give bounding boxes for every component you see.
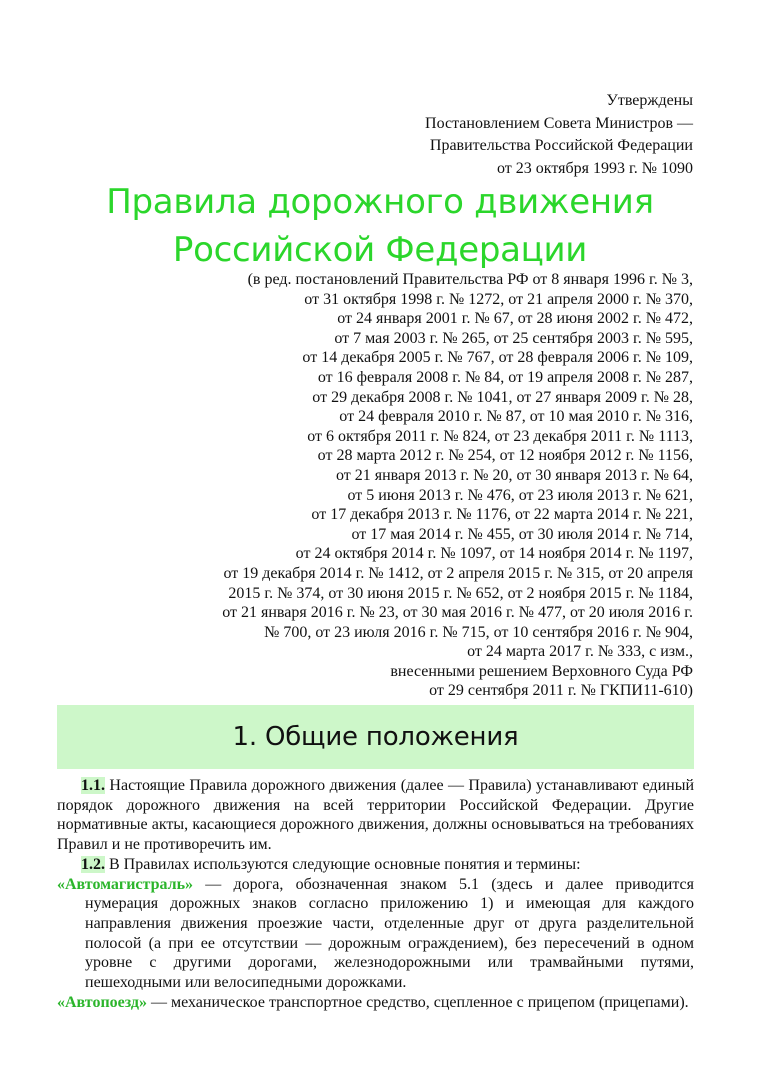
paragraph-1-2 xyxy=(57,855,694,875)
amendment-line: от 24 октября 2014 г. № 1097, от 14 ноября 2014 г. № 1197, xyxy=(295,545,693,563)
amendment-line: от 21 января 2016 г. № 23, от 30 мая 2016 г. № 477, от 20 июля 2016 г. xyxy=(222,604,693,622)
amendment-line: от 7 мая 2003 г. № 265, от 25 сентября 2003 г. № 595, xyxy=(334,329,693,347)
amendment-line: от 31 октября 1998 г. № 1272, от 21 апреля 2000 г. № 370, xyxy=(304,290,693,308)
paragraph-number: 1.1. xyxy=(81,777,105,794)
title-line-1: Правила дорожного движения xyxy=(106,182,654,222)
document-title xyxy=(60,178,700,274)
amendment-line: от 17 мая 2014 г. № 455, от 30 июля 2014 г. № 714, xyxy=(351,525,693,543)
approval-line: Правительства Российской Федерации xyxy=(429,137,693,154)
definition-avtopoezd xyxy=(57,993,694,1013)
paragraph-text: В Правилах используются следующие основные понятия и термины: xyxy=(105,855,581,873)
amendment-line: от 21 января 2013 г. № 20, от 30 января 2013 г. № 64, xyxy=(335,466,693,484)
definition-avtomagistral xyxy=(57,875,694,993)
definition-term: «Автопоезд» xyxy=(57,993,147,1011)
section-heading-band xyxy=(57,705,694,769)
amendment-line: от 16 февраля 2008 г. № 84, от 19 апреля 2008 г. № 287, xyxy=(317,368,693,386)
paragraph-number: 1.2. xyxy=(81,855,105,873)
amendment-line: от 5 июня 2013 г. № 476, от 23 июля 2013 г. № 621, xyxy=(347,486,693,504)
amendment-line: от 14 декабря 2005 г. № 767, от 28 февраля 2006 г. № 109, xyxy=(302,349,693,367)
amendment-line: от 24 марта 2017 г. № 333, с изм., xyxy=(467,643,693,661)
definition-text: — дорога, обозначенная знаком 5.1 (здесь и далее приводится нумерация дорожных знаков согласно приложению 1) и имеющая для каждого направления движения проезжие части, отделенные друг от друга разделительной полосой (а при ее отсутствии — дорожным ограждением), без пересечений в одном уровне с другими дорогами, железнодорожными или трамвайными путями, пешеходными или велосипедными дорожками. xyxy=(85,875,694,992)
approval-note xyxy=(300,90,693,180)
amendment-line: (в ред. постановлений Правительства РФ от 8 января 1996 г. № 3, xyxy=(247,271,693,288)
title-line-2: Российской Федерации xyxy=(172,230,588,270)
amendment-line: от 6 октября 2011 г. № 824, от 23 декабря 2011 г. № 1113, xyxy=(307,427,693,445)
amendment-line: от 24 января 2001 г. № 67, от 28 июня 2002 г. № 472, xyxy=(337,310,693,328)
amendment-line: от 24 февраля 2010 г. № 87, от 10 мая 2010 г. № 316, xyxy=(339,408,693,426)
amendment-line: от 28 марта 2012 г. № 254, от 12 ноября 2012 г. № 1156, xyxy=(317,447,693,465)
definition-text: — механическое транспортное средство, сцепленное с прицепом (прицепами). xyxy=(147,993,689,1011)
paragraph-text: Настоящие Правила дорожного движения (далее — Правила) устанавливают единый порядок дорожного движения на всей территории Российской Федерации. Другие нормативные акты, касающиеся дорожного движения, должны основываться на требованиях Правил и не противоречить им. xyxy=(57,777,694,854)
section-heading: 1. Общие положения xyxy=(232,722,519,752)
amendment-line: № 700, от 23 июля 2016 г. № 715, от 10 сентября 2016 г. № 904, xyxy=(264,623,693,641)
approval-line: от 23 октября 1993 г. № 1090 xyxy=(496,159,693,177)
amendment-line: от 29 сентября 2011 г. № ГКПИ11-610) xyxy=(429,682,693,700)
approval-line: Постановлением Совета Министров — xyxy=(425,114,693,132)
definition-term: «Автомагистраль» xyxy=(57,875,194,893)
amendment-line: внесенными решением Верховного Суда РФ xyxy=(390,662,693,680)
approval-line: Утверждены xyxy=(606,92,693,109)
amendment-line: от 29 декабря 2008 г. № 1041, от 27 января 2009 г. № 28, xyxy=(312,388,693,406)
section-body xyxy=(57,776,694,1012)
amendments-list xyxy=(60,270,693,701)
amendment-line: от 17 декабря 2013 г. № 1176, от 22 марта 2014 г. № 221, xyxy=(311,506,693,524)
amendment-line: от 19 декабря 2014 г. № 1412, от 2 апреля 2015 г. № 315, от 20 апреля xyxy=(223,564,693,582)
paragraph-1-1 xyxy=(57,776,694,855)
amendment-line: 2015 г. № 374, от 30 июня 2015 г. № 652, от 2 ноября 2015 г. № 1184, xyxy=(228,584,693,602)
